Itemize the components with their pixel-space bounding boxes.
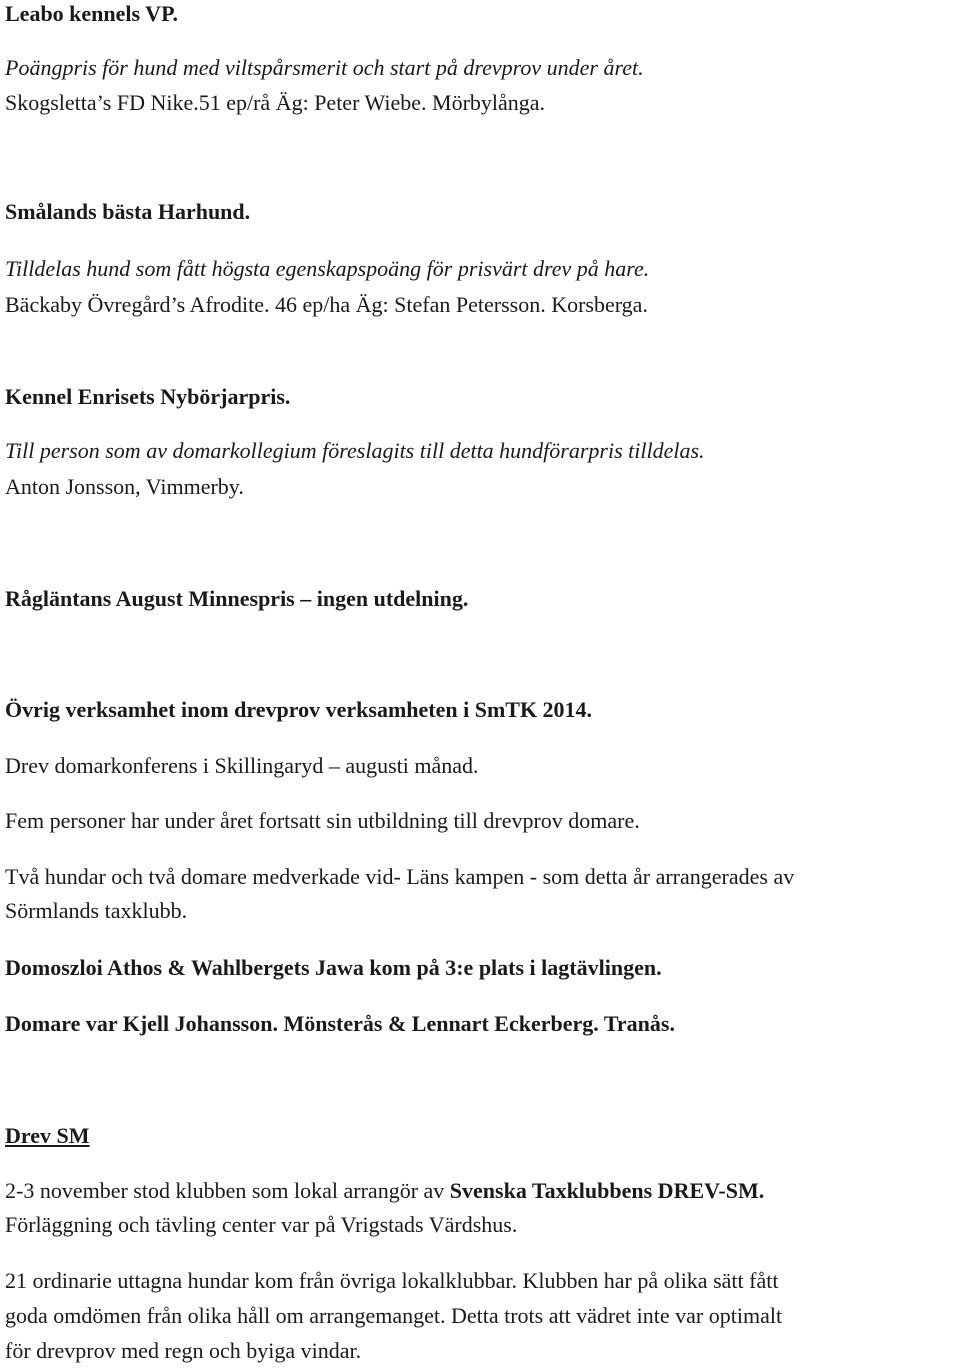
ovrig-paragraph-3-line-2: Sörmlands taxklubb. — [5, 898, 188, 923]
drevsm-paragraph-1-line-1 — [5, 1177, 764, 1205]
leabo-winner: Skogsletta’s FD Nike.51 ep/rå Äg: Peter Wiebe. Mörbylånga. — [5, 90, 546, 115]
enriset-heading: Kennel Enrisets Nybörjarpris. — [5, 384, 291, 409]
smalands-heading: Smålands bästa Harhund. — [5, 199, 251, 224]
drevsm-heading: Drev SM — [5, 1123, 90, 1148]
drevsm-paragraph-1-line-2: Förläggning och tävling center var på Vrigstads Värdshus. — [5, 1212, 518, 1237]
ovrig-paragraph-4: Domoszloi Athos & Wahlbergets Jawa kom på 3:e plats i lagtävlingen. — [5, 955, 662, 980]
drevsm-event-name: Svenska Taxklubbens DREV-SM. — [449, 1178, 765, 1203]
enriset-winner: Anton Jonsson, Vimmerby. — [5, 474, 244, 499]
drevsm-paragraph-2-line-3: för drevprov med regn och byiga vindar. — [5, 1338, 362, 1363]
drevsm-paragraph-2-line-2: goda omdömen från olika håll om arrangemanget. Detta trots att vädret inte var optimalt — [5, 1303, 783, 1328]
enriset-description: Till person som av domarkollegium föreslagits till detta hundförarpris tilldelas. — [5, 438, 705, 463]
ovrig-heading: Övrig verksamhet inom drevprov verksamheten i SmTK 2014. — [5, 697, 593, 722]
drevsm-paragraph-1-text: 2-3 november stod klubben som lokal arrangör av — [5, 1178, 450, 1203]
ovrig-paragraph-3-line-1: Två hundar och två domare medverkade vid- Läns kampen - som detta år arrangerades av — [5, 864, 795, 889]
ovrig-paragraph-1: Drev domarkonferens i Skillingaryd – augusti månad. — [5, 753, 479, 778]
drevsm-paragraph-2-line-1: 21 ordinarie uttagna hundar kom från övriga lokalklubbar. Klubben har på olika sätt fått — [5, 1268, 779, 1293]
smalands-description: Tilldelas hund som fått högsta egenskapspoäng för prisvärt drev på hare. — [5, 256, 650, 281]
leabo-description: Poängpris för hund med viltspårsmerit och start på drevprov under året. — [5, 55, 644, 80]
ovrig-paragraph-2: Fem personer har under året fortsatt sin utbildning till drevprov domare. — [5, 808, 640, 833]
raglantan-heading: Rågläntans August Minnespris – ingen utdelning. — [5, 586, 469, 611]
smalands-winner: Bäckaby Övregård’s Afrodite. 46 ep/ha Äg: Stefan Petersson. Korsberga. — [5, 292, 648, 317]
leabo-heading: Leabo kennels VP. — [5, 1, 178, 26]
ovrig-paragraph-5: Domare var Kjell Johansson. Mönsterås & Lennart Eckerberg. Tranås. — [5, 1011, 675, 1036]
